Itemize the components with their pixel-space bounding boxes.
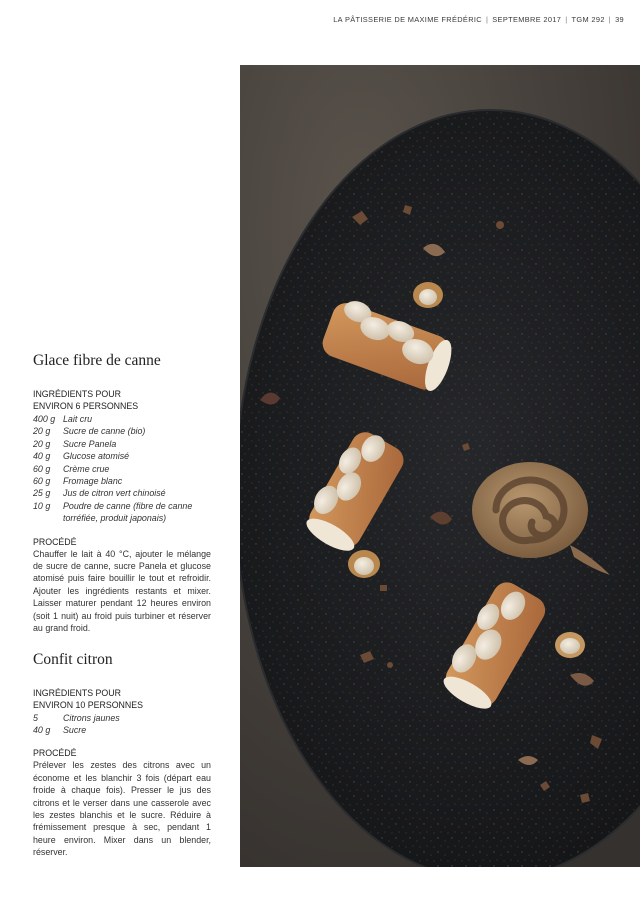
ingredients-heading-line: INGRÉDIENTS POUR xyxy=(33,687,121,698)
ingredients-heading-line: ENVIRON 10 PERSONNES xyxy=(33,699,143,710)
ingredient-row xyxy=(33,475,211,487)
running-head: LA PÂTISSERIE DE MAXIME FRÉDÉRIC | SEPTEMBRE 2017 | TGM 292 | 39 xyxy=(333,15,624,24)
ingredient-row xyxy=(33,712,120,724)
ingredient-row xyxy=(33,438,211,450)
recipe-confit-citron xyxy=(33,651,211,859)
recipe-title: Confit citron xyxy=(33,650,113,668)
procedure-text: Prélever les zestes des citrons avec un économe et les blanchir 3 fois (départ eau froide à chaque fois). Presser le jus des citrons et le verser dans une casserole avec les zestes blanchis et le sucre. Réduire à frémissement presque à sec, pendant 1 heure environ. Mixer dans un blender, réserver. xyxy=(33,760,211,858)
ingredient-name: Glucose atomisé xyxy=(63,451,130,462)
ingredient-row xyxy=(33,724,120,736)
dessert-photo xyxy=(240,65,640,867)
loose-hazelnut xyxy=(348,550,380,578)
ingredient-row xyxy=(33,500,211,525)
ingredient-qty: 60 g xyxy=(33,463,51,474)
ingredient-name: Jus de citron vert chinoisé xyxy=(63,488,166,499)
ingredients-heading xyxy=(33,687,211,711)
procedure-text: Chauffer le lait à 40 °C, ajouter le mélange de sucre de canne, sucre Panela et glucose atomisé puis faire bouillir le tout et refroidir. Ajouter les ingrédients restants et mixer. Laisser maturer pendant 12 heures environ (soit 1 nuit) au froid puis turbiner et réserver au grand froid. xyxy=(33,548,211,634)
ingredient-name: Sucre Panela xyxy=(63,438,117,449)
recipe-title: Glace fibre de canne xyxy=(33,352,161,369)
ingredient-qty: 25 g xyxy=(33,488,51,499)
issue-date: SEPTEMBRE 2017 xyxy=(492,15,562,24)
recipe-glace xyxy=(33,352,211,635)
issue-number: TGM 292 xyxy=(571,15,605,24)
ingredient-name: Sucre xyxy=(63,724,87,735)
ingredient-qty: 40 g xyxy=(33,724,51,735)
dessert-illustration xyxy=(240,65,640,867)
procedure-heading: PROCÉDÉ xyxy=(33,748,77,759)
procedure-heading: PROCÉDÉ xyxy=(33,536,77,547)
magazine-name: LA PÂTISSERIE DE MAXIME FRÉDÉRIC xyxy=(333,15,482,24)
ingredient-qty: 20 g xyxy=(33,438,51,449)
loose-hazelnut xyxy=(555,632,585,658)
ingredient-list xyxy=(33,413,211,525)
ingredients-heading-line: INGRÉDIENTS POUR xyxy=(33,389,121,399)
ingredient-row xyxy=(33,450,211,462)
ingredient-name: Sucre de canne (bio) xyxy=(63,426,146,437)
ingredient-qty: 5 xyxy=(33,712,38,723)
ingredient-qty: 10 g xyxy=(33,500,51,511)
ingredient-qty: 60 g xyxy=(33,476,51,487)
ingredient-list xyxy=(33,712,120,737)
ingredients-heading-line: ENVIRON 6 PERSONNES xyxy=(33,401,139,411)
ingredient-qty: 400 g xyxy=(33,414,56,424)
ingredient-name: Crème crue xyxy=(63,463,110,474)
ingredient-name: Poudre de canne (fibre de canne torréfiée, produit japonais) xyxy=(63,500,193,524)
page-number: 39 xyxy=(615,15,624,24)
ingredient-row xyxy=(33,463,211,475)
loose-hazelnut xyxy=(413,282,443,308)
ingredient-name: Lait cru xyxy=(63,414,93,424)
ingredient-row xyxy=(33,425,211,437)
ingredient-qty: 20 g xyxy=(33,426,51,437)
ingredient-row xyxy=(33,413,211,425)
ingredients-heading xyxy=(33,388,211,412)
ingredient-name: Fromage blanc xyxy=(63,476,123,487)
ingredient-name: Citrons jaunes xyxy=(63,712,120,723)
ingredient-qty: 40 g xyxy=(33,451,51,462)
ingredient-row xyxy=(33,487,211,499)
recipe-column xyxy=(33,352,211,859)
